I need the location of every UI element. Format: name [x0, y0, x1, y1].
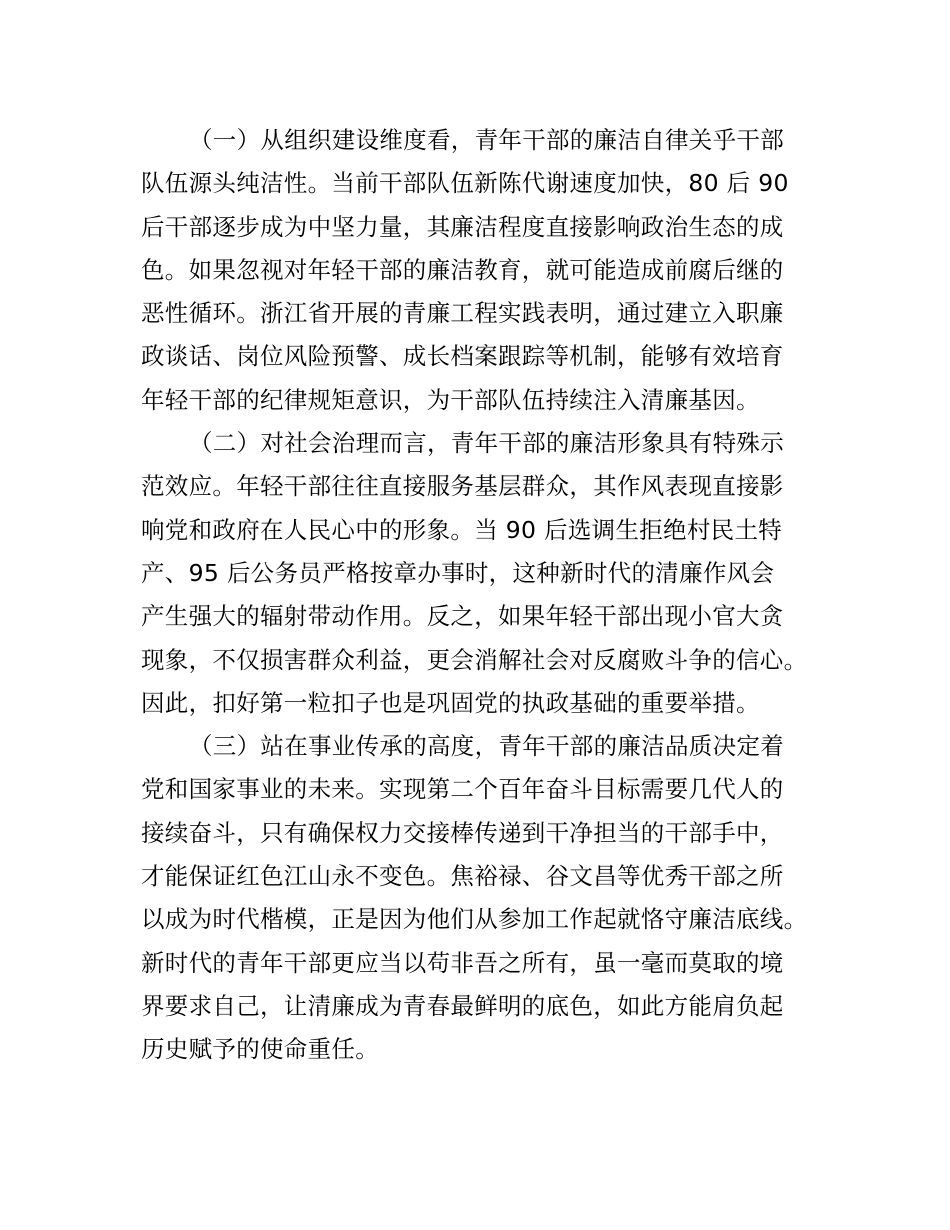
text-line: 恶性循环。浙江省开展的青廉工程实践表明，通过建立入职廉 — [141, 299, 784, 328]
text-line: 因此，扣好第一粒扣子也是巩固党的执政基础的重要举措。 — [141, 688, 760, 717]
text-line: 色。如果忽视对年轻干部的廉洁教育，就可能造成前腐后继的 — [141, 255, 784, 284]
paragraph-social-governance — [141, 422, 831, 725]
text-line: 政谈话、岗位风险预警、成长档案跟踪等机制，能够有效培育 — [141, 342, 784, 371]
text-line: 队伍源头纯洁性。当前干部队伍新陈代谢速度加快，80 后 90 — [141, 169, 789, 198]
text-line: 响党和政府在人民心中的形象。当 90 后选调生拒绝村民土特 — [141, 515, 783, 544]
text-line: 产、95 后公务员严格按章办事时，这种新时代的清廉作风会 — [141, 558, 775, 587]
text-line: （三）站在事业传承的高度，青年干部的廉洁品质决定着 — [189, 732, 784, 761]
paragraph-organization — [141, 119, 831, 422]
document-page — [141, 119, 831, 1072]
text-line: 年轻干部的纪律规矩意识，为干部队伍持续注入清廉基因。 — [141, 385, 760, 414]
text-line: 产生强大的辐射带动作用。反之，如果年轻干部出现小官大贪 — [141, 602, 784, 631]
text-line: 现象，不仅损害群众利益，更会消解社会对反腐败斗争的信心。 — [141, 645, 808, 674]
text-line: 党和国家事业的未来。实现第二个百年奋斗目标需要几代人的 — [141, 775, 784, 804]
text-line: （一）从组织建设维度看，青年干部的廉洁自律关乎干部 — [189, 126, 784, 154]
text-line: 才能保证红色江山永不变色。焦裕禄、谷文昌等优秀干部之所 — [141, 862, 784, 891]
text-line: 以成为时代楷模，正是因为他们从参加工作起就恪守廉洁底线。 — [141, 905, 808, 934]
paragraph-career-inheritance — [141, 725, 831, 1071]
text-line: 后干部逐步成为中坚力量，其廉洁程度直接影响政治生态的成 — [141, 212, 784, 241]
text-line: 界要求自己，让清廉成为青春最鲜明的底色，如此方能肩负起 — [141, 991, 784, 1020]
text-line: 范效应。年轻干部往往直接服务基层群众，其作风表现直接影 — [141, 472, 784, 501]
text-line: （二）对社会治理而言，青年干部的廉洁形象具有特殊示 — [189, 429, 784, 458]
text-line: 历史赋予的使命重任。 — [141, 1035, 379, 1064]
text-line: 新时代的青年干部更应当以苟非吾之所有，虽一毫而莫取的境 — [141, 948, 784, 977]
text-line: 接续奋斗，只有确保权力交接棒传递到干净担当的干部手中， — [141, 818, 784, 847]
